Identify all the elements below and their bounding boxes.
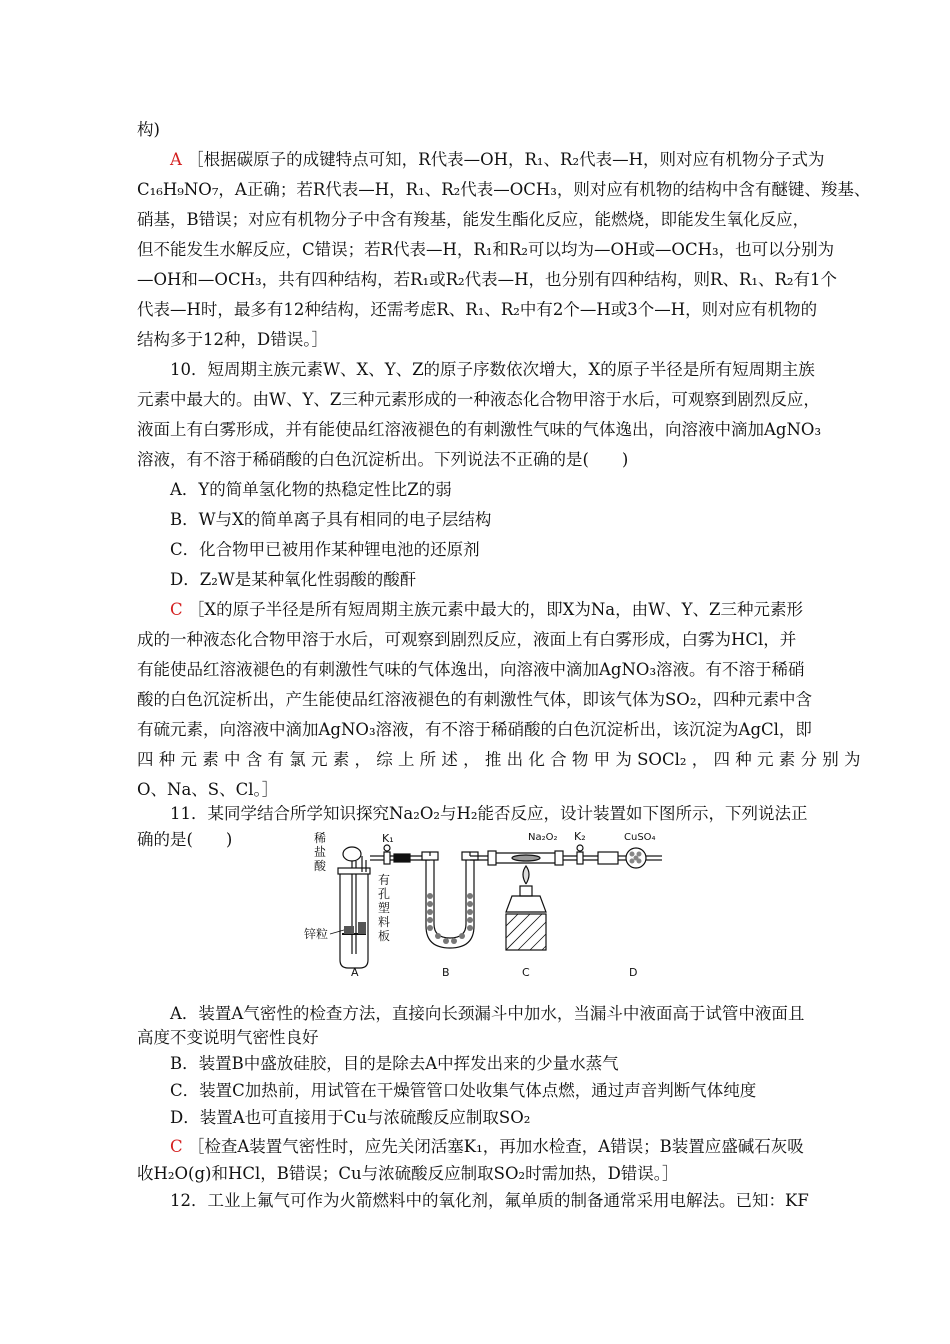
apparatus-d <box>598 848 662 868</box>
k2-label: K₂ <box>574 830 586 843</box>
option-d: D．Z₂W是某种氧化性弱酸的酸酐 <box>170 570 417 589</box>
option-d: D．装置A也可直接用于Cu与浓硫酸反应制取SO₂ <box>170 1108 531 1127</box>
option-a: A．Y的简单氢化物的热稳定性比Z的弱 <box>170 480 452 499</box>
answer-text: ［X的原子半径是所有短周期主族元素中最大的，即X为Na，由W、Y、Z三种元素形 <box>187 600 803 619</box>
text-line: 酸的白色沉淀析出，产生能使品红溶液褪色的有刺激性气体，即该气体为SO₂，四种元素中含 <box>137 690 812 709</box>
answer-letter: C <box>170 1137 183 1156</box>
text-line: 成的一种液态化合物甲溶于水后，可观察到剧烈反应，液面上有白雾形成，白雾为HCl，并 <box>137 630 797 649</box>
figure-label-a: A <box>351 966 359 979</box>
figure-label-c: C <box>522 966 530 979</box>
option-b: B．装置B中盛放硅胶，目的是除去A中挥发出来的少量水蒸气 <box>170 1054 619 1073</box>
acid-label-1: 稀 <box>314 831 327 845</box>
answer-text: ［根据碳原子的成键特点可知，R代表—OH，R₁、R₂代表—H，则对应有机物分子式为 <box>187 150 825 169</box>
text-line: 高度不变说明气密性良好 <box>137 1028 319 1047</box>
plate-label-2: 孔 <box>378 887 391 901</box>
acid-label-2: 盐 <box>314 845 327 859</box>
na2o2-label: Na₂O₂ <box>528 832 558 843</box>
text-line: 但不能发生水解反应，C错误；若R代表—H，R₁和R₂可以均为—OH或—OCH₃，也可以分别为 <box>137 240 835 259</box>
text-line: C₁₆H₉NO₇，A正确；若R代表—H，R₁、R₂代表—OCH₃，则对应有机物的结构中含有醚键、羧基、 <box>137 180 871 199</box>
apparatus-figure <box>300 826 670 982</box>
text-line: 硝基，B错误；对应有机物分子中含有羧基，能发生酯化反应，能燃烧，即能发生氧化反应， <box>137 210 810 229</box>
text-line: 元素中最大的。由W、Y、Z三种元素形成的一种液态化合物甲溶于水后，可观察到剧烈反应， <box>137 390 820 409</box>
option-a: A．装置A气密性的检查方法，直接向长颈漏斗中加水，当漏斗中液面高于试管中液面且 <box>170 1004 805 1023</box>
answer-line <box>170 599 803 621</box>
text-line: 有硫元素，向溶液中滴加AgNO₃溶液，有不溶于稀硝酸的白色沉淀析出，该沉淀为AgCl，即 <box>137 720 812 739</box>
text-line: 收H₂O(g)和HCl，B错误；Cu与浓硫酸反应制取SO₂时需加热，D错误。］ <box>137 1164 679 1183</box>
answer-line <box>170 1136 804 1158</box>
plate-label-1: 有 <box>378 873 391 887</box>
cuso4-label: CuSO₄ <box>624 832 656 843</box>
answer-text: ［检查A装置气密性时，应先关闭活塞K₁，再加水检查，A错误；B装置应盛碱石灰吸 <box>187 1137 804 1156</box>
text-line: O、Na、S、Cl。］ <box>137 780 279 799</box>
text-line: 构) <box>137 120 160 139</box>
figure-label-d: D <box>629 966 638 979</box>
answer-line <box>170 149 824 171</box>
option-c: C．装置C加热前，用试管在干燥管管口处收集气体点燃，通过声音判断气体纯度 <box>170 1081 757 1100</box>
text-line: 结构多于12种，D错误。］ <box>137 330 328 349</box>
plate-label-5: 板 <box>378 929 391 943</box>
plate-label-3: 塑 <box>378 901 391 915</box>
option-b: B．W与X的简单离子具有相同的电子层结构 <box>170 510 492 529</box>
apparatus-b <box>422 852 490 948</box>
text-line: —OH和—OCH₃，共有四种结构，若R₁或R₂代表—H，也分别有四种结构，则R、R₁、R₂有1个 <box>137 270 838 289</box>
text-line: 液面上有白雾形成，并有能使品红溶液褪色的有刺激性气味的气体逸出，向溶液中滴加AgNO₃ <box>137 420 822 439</box>
text-line: 代表—H时，最多有12种结构，还需考虑R、R₁、R₂中有2个—H或3个—H，则对应有机物的 <box>137 300 818 319</box>
k1-label: K₁ <box>382 832 394 845</box>
text-line: 确的是( ) <box>137 830 233 849</box>
option-c: C．化合物甲已被用作某种锂电池的还原剂 <box>170 540 480 559</box>
answer-letter: A <box>170 150 182 169</box>
question-12-stem: 12．工业上氟气可作为火箭燃料中的氧化剂，氟单质的制备通常采用电解法。已知：KF <box>170 1191 809 1210</box>
zinc-label: 锌粒 <box>304 927 329 941</box>
apparatus-c <box>488 845 600 950</box>
text-line: 溶液，有不溶于稀硝酸的白色沉淀析出。下列说法不正确的是( ) <box>137 450 629 469</box>
plate-label-4: 料 <box>378 915 391 929</box>
figure-label-b: B <box>442 966 450 979</box>
text-line: 四 种 元 素 中 含 有 氯 元 素 ， 综 上 所 述 ， 推 出 化 合 物 甲 为 SOCl₂ ， 四 种 元 素 分 别 为 <box>137 750 861 769</box>
question-10-stem: 10．短周期主族元素W、X、Y、Z的原子序数依次增大，X的原子半径是所有短周期主族 <box>170 360 815 379</box>
answer-letter: C <box>170 600 183 619</box>
acid-label-3: 酸 <box>314 859 327 873</box>
text-line: 有能使品红溶液褪色的有刺激性气味的气体逸出，向溶液中滴加AgNO₃溶液。有不溶于稀硝 <box>137 660 805 679</box>
question-11-stem: 11．某同学结合所学知识探究Na₂O₂与H₂能否反应，设计装置如下图所示，下列说法正 <box>170 804 808 823</box>
